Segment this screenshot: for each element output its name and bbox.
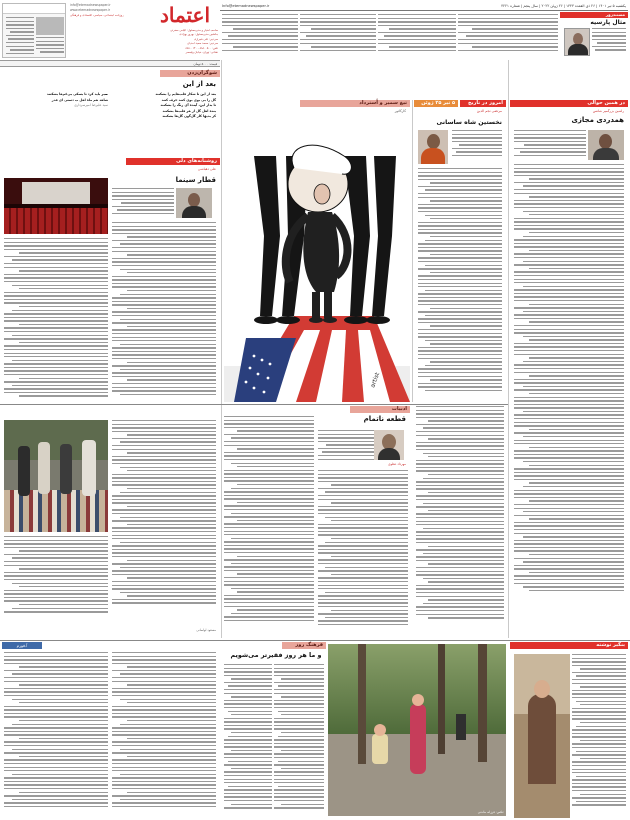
section-bar-history: امروز در تاریخ	[460, 100, 506, 107]
section-bar-date: ۵ تیر ۲۵ ژوئن	[414, 100, 458, 107]
divider	[508, 60, 509, 638]
column1-text-right	[112, 222, 216, 404]
report-author: مسعود لواسانی	[196, 628, 216, 632]
logo-text: اعتماد	[159, 3, 211, 27]
column1-author: علی دهباشی	[197, 167, 216, 171]
svg-text:artist: artist	[369, 371, 382, 389]
divider	[221, 60, 222, 638]
history-text-top	[452, 130, 502, 166]
section-bar-note: بنگیر نوشته	[510, 642, 628, 649]
contact-block	[70, 3, 148, 27]
feature-title[interactable]: مثال پارسیه	[590, 19, 626, 26]
literature-title[interactable]: قطعه ناتمام	[363, 415, 406, 423]
market-text	[4, 536, 108, 622]
section-bar-cartoon: تیغ‌ سمیر و اُسترداد	[300, 100, 410, 107]
bottom-center-section	[224, 642, 324, 820]
top-text-col-2	[300, 14, 376, 58]
right-title[interactable]: همدردی مجازی	[571, 116, 624, 124]
newspaper-thumbnail[interactable]	[2, 3, 66, 58]
divider	[412, 100, 413, 402]
credit-line: تلفن: ۸۸۸۰۰۵۰۰ - ۸۸۸۰۰۱۴۰	[185, 45, 218, 50]
section-bar-literature: ادبیات	[350, 406, 410, 413]
report-col-2	[112, 420, 216, 622]
literature-author: مهرداد دهلوی	[388, 462, 406, 466]
bottom-left-text-2	[112, 652, 216, 818]
horizontal-divider	[0, 640, 630, 641]
history-title[interactable]: نخستین شاه ساسانی	[436, 119, 502, 126]
right-text-top	[514, 130, 586, 162]
strip-section	[0, 70, 220, 156]
cartoon-section	[224, 100, 410, 402]
poem-left: صبر باید کرد تا بسکی بی‌غم‌ها بشکنند شاهد هم ماه اهل ب دستی ای قدر سید علیرضا امیرسرداری	[46, 92, 108, 108]
right-subtitle: راشین بزرگمیر شانس	[592, 109, 624, 113]
bottom-left-section	[0, 642, 222, 820]
right-text	[514, 164, 624, 636]
history-bottom-text	[416, 406, 504, 636]
bottom-center-text-2	[274, 664, 324, 818]
horizontal-divider	[0, 404, 508, 405]
bottom-headline[interactable]: و ما هر روز فقیر‌تر می‌شویم	[230, 651, 322, 659]
credit-line: صاحب امتیاز و مدیرمسئول: الیاس حضرتی	[170, 28, 218, 32]
bottom-right-section	[510, 642, 628, 820]
literature-text-2	[318, 470, 408, 636]
section-bar-hamin: در همین حوالی	[510, 100, 628, 107]
top-text-col-4	[458, 14, 558, 58]
bottom-center-text-1	[224, 664, 272, 818]
park-photo	[328, 644, 506, 816]
credits-block	[70, 28, 218, 56]
history-author: مرتضی نجم الدین	[476, 109, 502, 113]
section-bar-culture: فرهنگ روز	[282, 642, 326, 649]
author-photo	[564, 28, 590, 56]
section-bar-roshananeh: روشنانه‌های دلی	[126, 158, 220, 165]
literature-text-3	[224, 416, 314, 636]
literature-author-photo	[374, 430, 404, 460]
credit-line: جانشین مدیرمسئول: بهروز بهزادی	[179, 32, 218, 37]
column1-text-right-top	[112, 188, 174, 220]
literature-section	[224, 406, 410, 638]
top-right-feature	[560, 12, 628, 59]
column1-title[interactable]: قطار سینما	[175, 176, 216, 184]
bottom-left-text-1	[4, 652, 108, 818]
contact-website[interactable]: www.etemadnewspaper.ir	[70, 8, 111, 12]
poem-right: بعد از این تا شکار قلب‌هایم را بشکنند گل را بی بوی بوی کنند حرف کنند تا بدار این، آینده آی رنگ را بشکنند بنده اهل گل از هر قلب‌ها بشکنند کز بدیها کار گل‌گون گل‌ها بشکنند	[155, 92, 216, 119]
note-text	[572, 654, 626, 818]
column1-section	[0, 158, 220, 406]
section-bar-shogaran: شوگران‌زدن	[160, 70, 220, 77]
park-caption: عکس: فرزانه ماندنی	[477, 810, 504, 814]
history-section	[414, 100, 506, 402]
market-photo	[4, 420, 108, 532]
top-text-col-3	[378, 14, 456, 58]
column1-author-photo	[176, 188, 212, 218]
history-text	[418, 168, 502, 400]
credit-line: نشانی: تهران، خیابان ولیعصر	[185, 50, 218, 55]
credit-line: سردبیر: محمد سعید احدیان	[187, 41, 218, 46]
credit-line: سردبیر: علی شیرازی	[193, 36, 218, 41]
website-link[interactable]: Info@etemadnewspaper.ir	[222, 4, 270, 8]
contact-email[interactable]: info@etemadnewspaper.ir	[70, 3, 111, 7]
literature-text-1	[318, 430, 374, 468]
cinema-photo	[4, 178, 108, 234]
info-strip	[0, 60, 220, 67]
masthead-divider	[220, 10, 628, 11]
note-photo	[514, 654, 570, 818]
masthead	[0, 0, 630, 60]
right-author-photo	[588, 130, 624, 160]
cartoon-signature: کارکاتور	[394, 109, 406, 113]
date-line: یکشنبه ۵ تیر ۱۴۰۱ | ۲۶ ذی القعده ۱۴۴۳ | ۲۶ ژوئن ۲۰۲۲ | سال پنجم | شماره ۴۲۲۱	[501, 4, 626, 8]
tagline: روزنامه اجتماعی، سیاسی، اقتصادی و فرهنگی	[70, 13, 124, 17]
section-bar-form: آ.فورم	[2, 642, 42, 649]
column1-text-left	[4, 238, 108, 404]
prices-text: قیمت: ۵۰۰۰ تومان	[193, 62, 217, 66]
cartoon-illustration	[224, 116, 410, 402]
history-photo	[418, 130, 448, 164]
right-column	[510, 100, 628, 638]
section-bar-mostanad: مستندزور	[560, 12, 628, 18]
logo[interactable]	[150, 2, 220, 28]
top-text-col-1	[222, 14, 298, 58]
strip-title[interactable]: بعد از این	[182, 80, 216, 88]
